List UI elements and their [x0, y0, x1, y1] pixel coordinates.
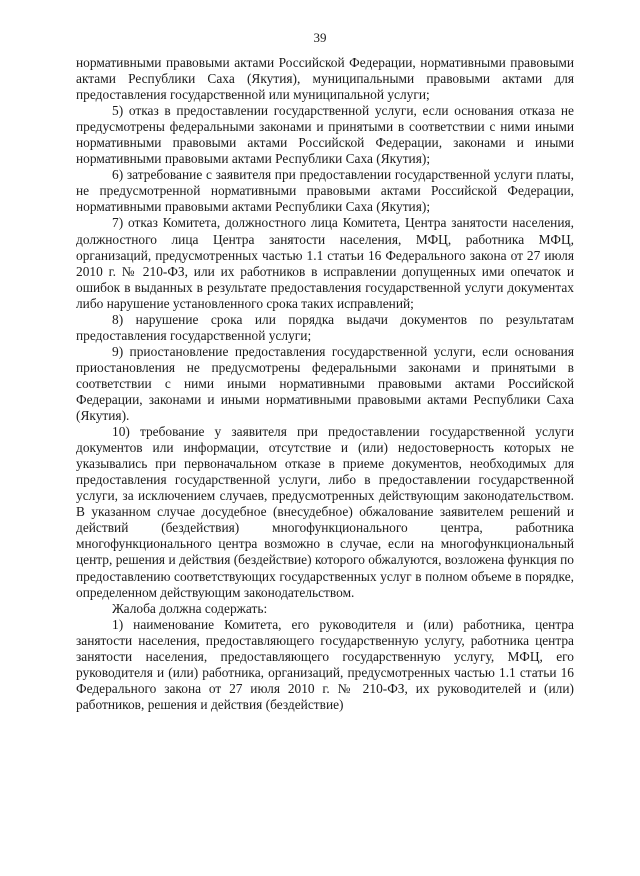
paragraph-item-9: 9) приостановление предоставления государственной услуги, если основания приостановления не предусмотрены федеральными законами и принятыми в соответствии с ними иными нормативными правовыми актами Российской Федерации, законами и иными нормативными правовыми актами Республики Саха (Якутия). [76, 343, 574, 424]
document-body [76, 55, 574, 713]
paragraph-complaint-item-1: 1) наименование Комитета, его руководителя и (или) работника, центра занятости населения, предоставляющего государственную услугу, работника центра занятости населения, предоставляющего государственную услугу, МФЦ, его руководителя и (или) работника, организаций, предусмотренных частью 1.1 статьи 16 Федерального закона от 27 июля 2010 г. № 210-ФЗ, их руководителей и (или) работников, решения и действия (бездействие) [76, 616, 574, 712]
paragraph-item-10: 10) требование у заявителя при предоставлении государственной услуги документов или информации, отсутствие и (или) недостоверность которых не указывались при первоначальном отказе в приеме документов, необходимых для предоставления государственной услуги, либо в предоставлении государственной услуги, за исключением случаев, предусмотренных действующим законодательством. В указанном случае досудебное (внесудебное) обжалование заявителем решений и действий (бездействия) многофункционального центра, работника многофункционального центра возможно в случае, если на многофункциональный центр, решения и действия (бездействие) которого обжалуются, возложена функция по предоставлению соответствующих государственных услуг в полном объеме в порядке, определенном действующим законодательством. [76, 424, 574, 600]
page-number: 39 [313, 30, 327, 45]
paragraph-complaint-heading: Жалоба должна содержать: [112, 600, 268, 616]
paragraph-item-7: 7) отказ Комитета, должностного лица Комитета, Центра занятости населения, должностного лица Центра занятости населения, МФЦ, работника МФЦ, организаций, предусмотренных частью 1.1 статьи 16 Федерального закона от 27 июля 2010 г. № 210-ФЗ, или их работников в исправлении допущенных ими опечаток и ошибок в выданных в результате предоставления государственной услуги документах либо нарушение установленного срока таких исправлений; [76, 215, 574, 311]
paragraph-item-6: 6) затребование с заявителя при предоставлении государственной услуги платы, не предусмотренной нормативными правовыми актами Российской Федерации, нормативными правовыми актами Республики Саха (Якутия); [76, 167, 574, 215]
paragraph-item-8: 8) нарушение срока или порядка выдачи документов по результатам предоставления государственной услуги; [76, 311, 574, 343]
paragraph-item-5: 5) отказ в предоставлении государственной услуги, если основания отказа не предусмотрены федеральными законами и принятыми в соответствии с ними иными нормативными правовыми актами Российской Федерации, законами и иными нормативными правовыми актами Республики Саха (Якутия); [76, 103, 574, 167]
paragraph-continuation: нормативными правовыми актами Российской Федерации, нормативными правовыми актами Республики Саха (Якутия), муниципальными правовыми актами для предоставления государственной или муниципальной услуги; [76, 55, 574, 103]
